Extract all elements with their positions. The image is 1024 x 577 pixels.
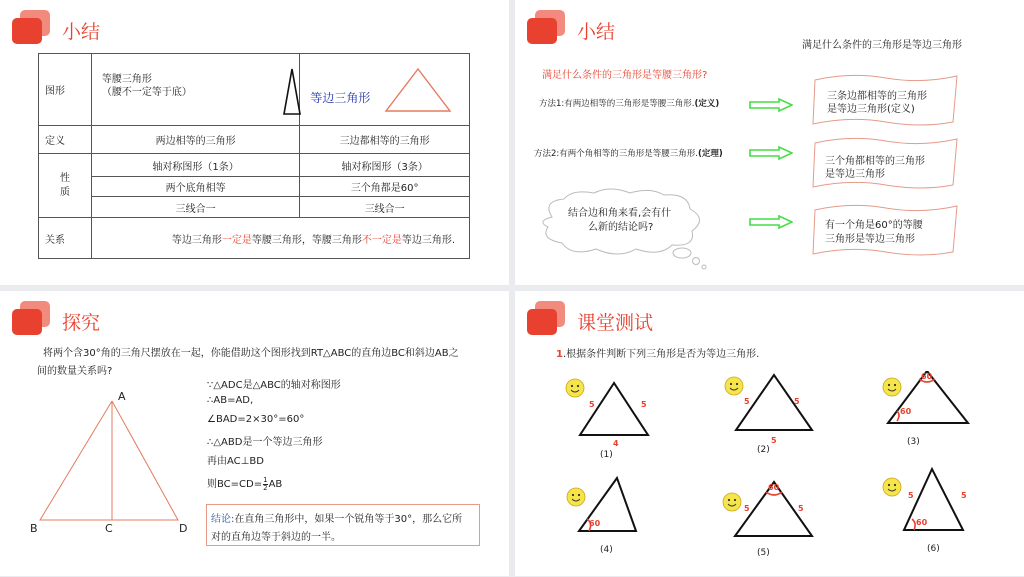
table-row (39, 154, 470, 177)
row-label: 图形 (39, 54, 92, 126)
quiz-triangle-1 (580, 383, 648, 435)
proof-line: ∵△ADC是△ABC的轴对称图形 (207, 380, 341, 391)
equilateral-property: 三线合一 (300, 197, 470, 218)
logo-icon (12, 301, 52, 337)
side-label: 5 (771, 436, 777, 445)
isosceles-note: （腰不一定等于底） (101, 87, 192, 98)
arrow-right-icon (749, 98, 793, 112)
header-right: 满足什么条件的三角形是等边三角形 (802, 40, 962, 51)
row-label: 定义 (39, 126, 92, 154)
triangle-abd-figure (30, 387, 195, 541)
angle-label: 60 (768, 483, 780, 492)
slide-title: 课堂测试 (577, 312, 654, 334)
row-label: 关系 (39, 218, 92, 259)
vertex-d-label: D (179, 522, 188, 535)
relation-text: 等边三角形一定是等腰三角形，等腰三角形不一定是等边三角形. (91, 218, 469, 259)
smiley-icon (723, 493, 741, 511)
side-label: 5 (744, 504, 750, 513)
slide-title: 小结 (577, 21, 616, 43)
smiley-icon (883, 478, 901, 496)
slide-title: 探究 (62, 312, 101, 334)
figure-caption: (3) (907, 437, 920, 447)
row-label-property: 性 质 (39, 154, 92, 218)
proof-line: ∴AB=AD, (207, 395, 254, 406)
intro-line-1: 将两个含30°角的三角尺摆放在一起，你能借助这个图形找到RT△ABC的直角边BC和斜边AB之 (43, 348, 459, 359)
arrow-right-icon (749, 146, 793, 160)
angle-label: 60 (916, 518, 928, 527)
proof-line: ∠BAD=2×30°=60° (207, 414, 305, 425)
arrow-right-icon (749, 215, 793, 229)
angle-label: 60 (900, 407, 912, 416)
side-label: 5 (798, 504, 804, 513)
equilateral-property: 轴对称图形（3条） (300, 154, 470, 177)
method-1: 方法1:有两边相等的三角形是等腰三角形.(定义) (539, 99, 720, 109)
equilateral-triangle-figure (382, 65, 454, 117)
intro-line-2: 间的数量关系吗? (37, 366, 113, 377)
figure-caption: (4) (600, 545, 613, 555)
table-row (39, 54, 470, 126)
equilateral-label: 等边三角形 (310, 91, 371, 105)
vertex-b-label: B (30, 522, 38, 535)
slide-quiz (515, 291, 1024, 576)
logo-icon (12, 10, 52, 46)
smiley-icon (567, 488, 585, 506)
angle-mark (897, 411, 899, 421)
proof-bc-relation: 则BC=CD= $\frac{1}{2}$ AB (207, 475, 283, 492)
equilateral-property: 三个角都是60° (300, 177, 470, 197)
side-label: 5 (641, 400, 647, 409)
result-3-line-1: 有一个角是60°的等腰 (825, 220, 923, 231)
result-2-line-1: 三个角都相等的三角形 (825, 156, 925, 167)
isosceles-property: 三线合一 (91, 197, 300, 218)
isosceles-property: 轴对称图形（1条） (91, 154, 300, 177)
slide-title: 小结 (62, 21, 101, 43)
slide-explore (0, 291, 509, 576)
isosceles-definition: 两边相等的三角形 (91, 126, 300, 154)
side-label: 5 (961, 491, 967, 500)
side-label: 4 (613, 439, 619, 448)
vertex-c-label: C (105, 522, 113, 535)
conclusion-box (206, 504, 480, 546)
vertex-a-label: A (118, 390, 126, 403)
logo-icon (527, 10, 567, 46)
quiz-figures (515, 371, 1024, 571)
figure-caption: (2) (757, 445, 770, 455)
figure-caption: (6) (927, 544, 940, 554)
cloud-line-2: 么新的结论吗? (588, 222, 654, 233)
question-text: 1.根据条件判断下列三角形是否为等边三角形. (556, 349, 760, 360)
side-label: 5 (908, 491, 914, 500)
summary-table (38, 53, 470, 259)
side-label: 5 (794, 397, 800, 406)
result-2-line-2: 是等边三角形 (825, 169, 885, 180)
slide-summary-2 (515, 0, 1024, 285)
isosceles-label: 等腰三角形 (101, 74, 152, 85)
conclusion-line-1: 结论:在直角三角形中，如果一个锐角等于30°，那么它所 (211, 514, 463, 525)
proof-line: 再由AC⊥BD (207, 456, 264, 467)
angle-mark (912, 519, 915, 530)
slide-summary-1 (0, 0, 509, 285)
table-row (39, 218, 470, 259)
result-1-line-2: 是等边三角形(定义) (827, 104, 915, 115)
equilateral-definition: 三边都相等的三角形 (300, 126, 470, 154)
smiley-icon (883, 378, 901, 396)
question: 满足什么条件的三角形是等腰三角形? (542, 70, 708, 81)
table-row (39, 197, 470, 218)
method-2: 方法2:有两个角相等的三角形是等腰三角形.(定理) (534, 149, 723, 159)
cloud-line-1: 结合边和角来看,会有什 (568, 208, 672, 219)
side-label: 5 (744, 397, 750, 406)
result-3-line-2: 三角形是等边三角形 (825, 234, 915, 245)
angle-label: 60 (921, 372, 933, 381)
angle-mark (766, 492, 782, 495)
table-row (39, 126, 470, 154)
angle-label: 60 (589, 519, 601, 528)
isosceles-property: 两个底角相等 (91, 177, 300, 197)
logo-icon (527, 301, 567, 337)
proof-line: ∴△ABD是一个等边三角形 (207, 437, 323, 448)
conclusion-line-2: 对的直角边等于斜边的一半。 (211, 532, 341, 543)
table-row (39, 177, 470, 197)
side-label: 5 (589, 400, 595, 409)
smiley-icon (725, 377, 743, 395)
smiley-icon (566, 379, 584, 397)
result-1-line-1: 三条边都相等的三角形 (827, 91, 927, 102)
figure-caption: (1) (600, 450, 613, 460)
quiz-triangle-4 (579, 478, 636, 531)
figure-caption: (5) (757, 548, 770, 558)
